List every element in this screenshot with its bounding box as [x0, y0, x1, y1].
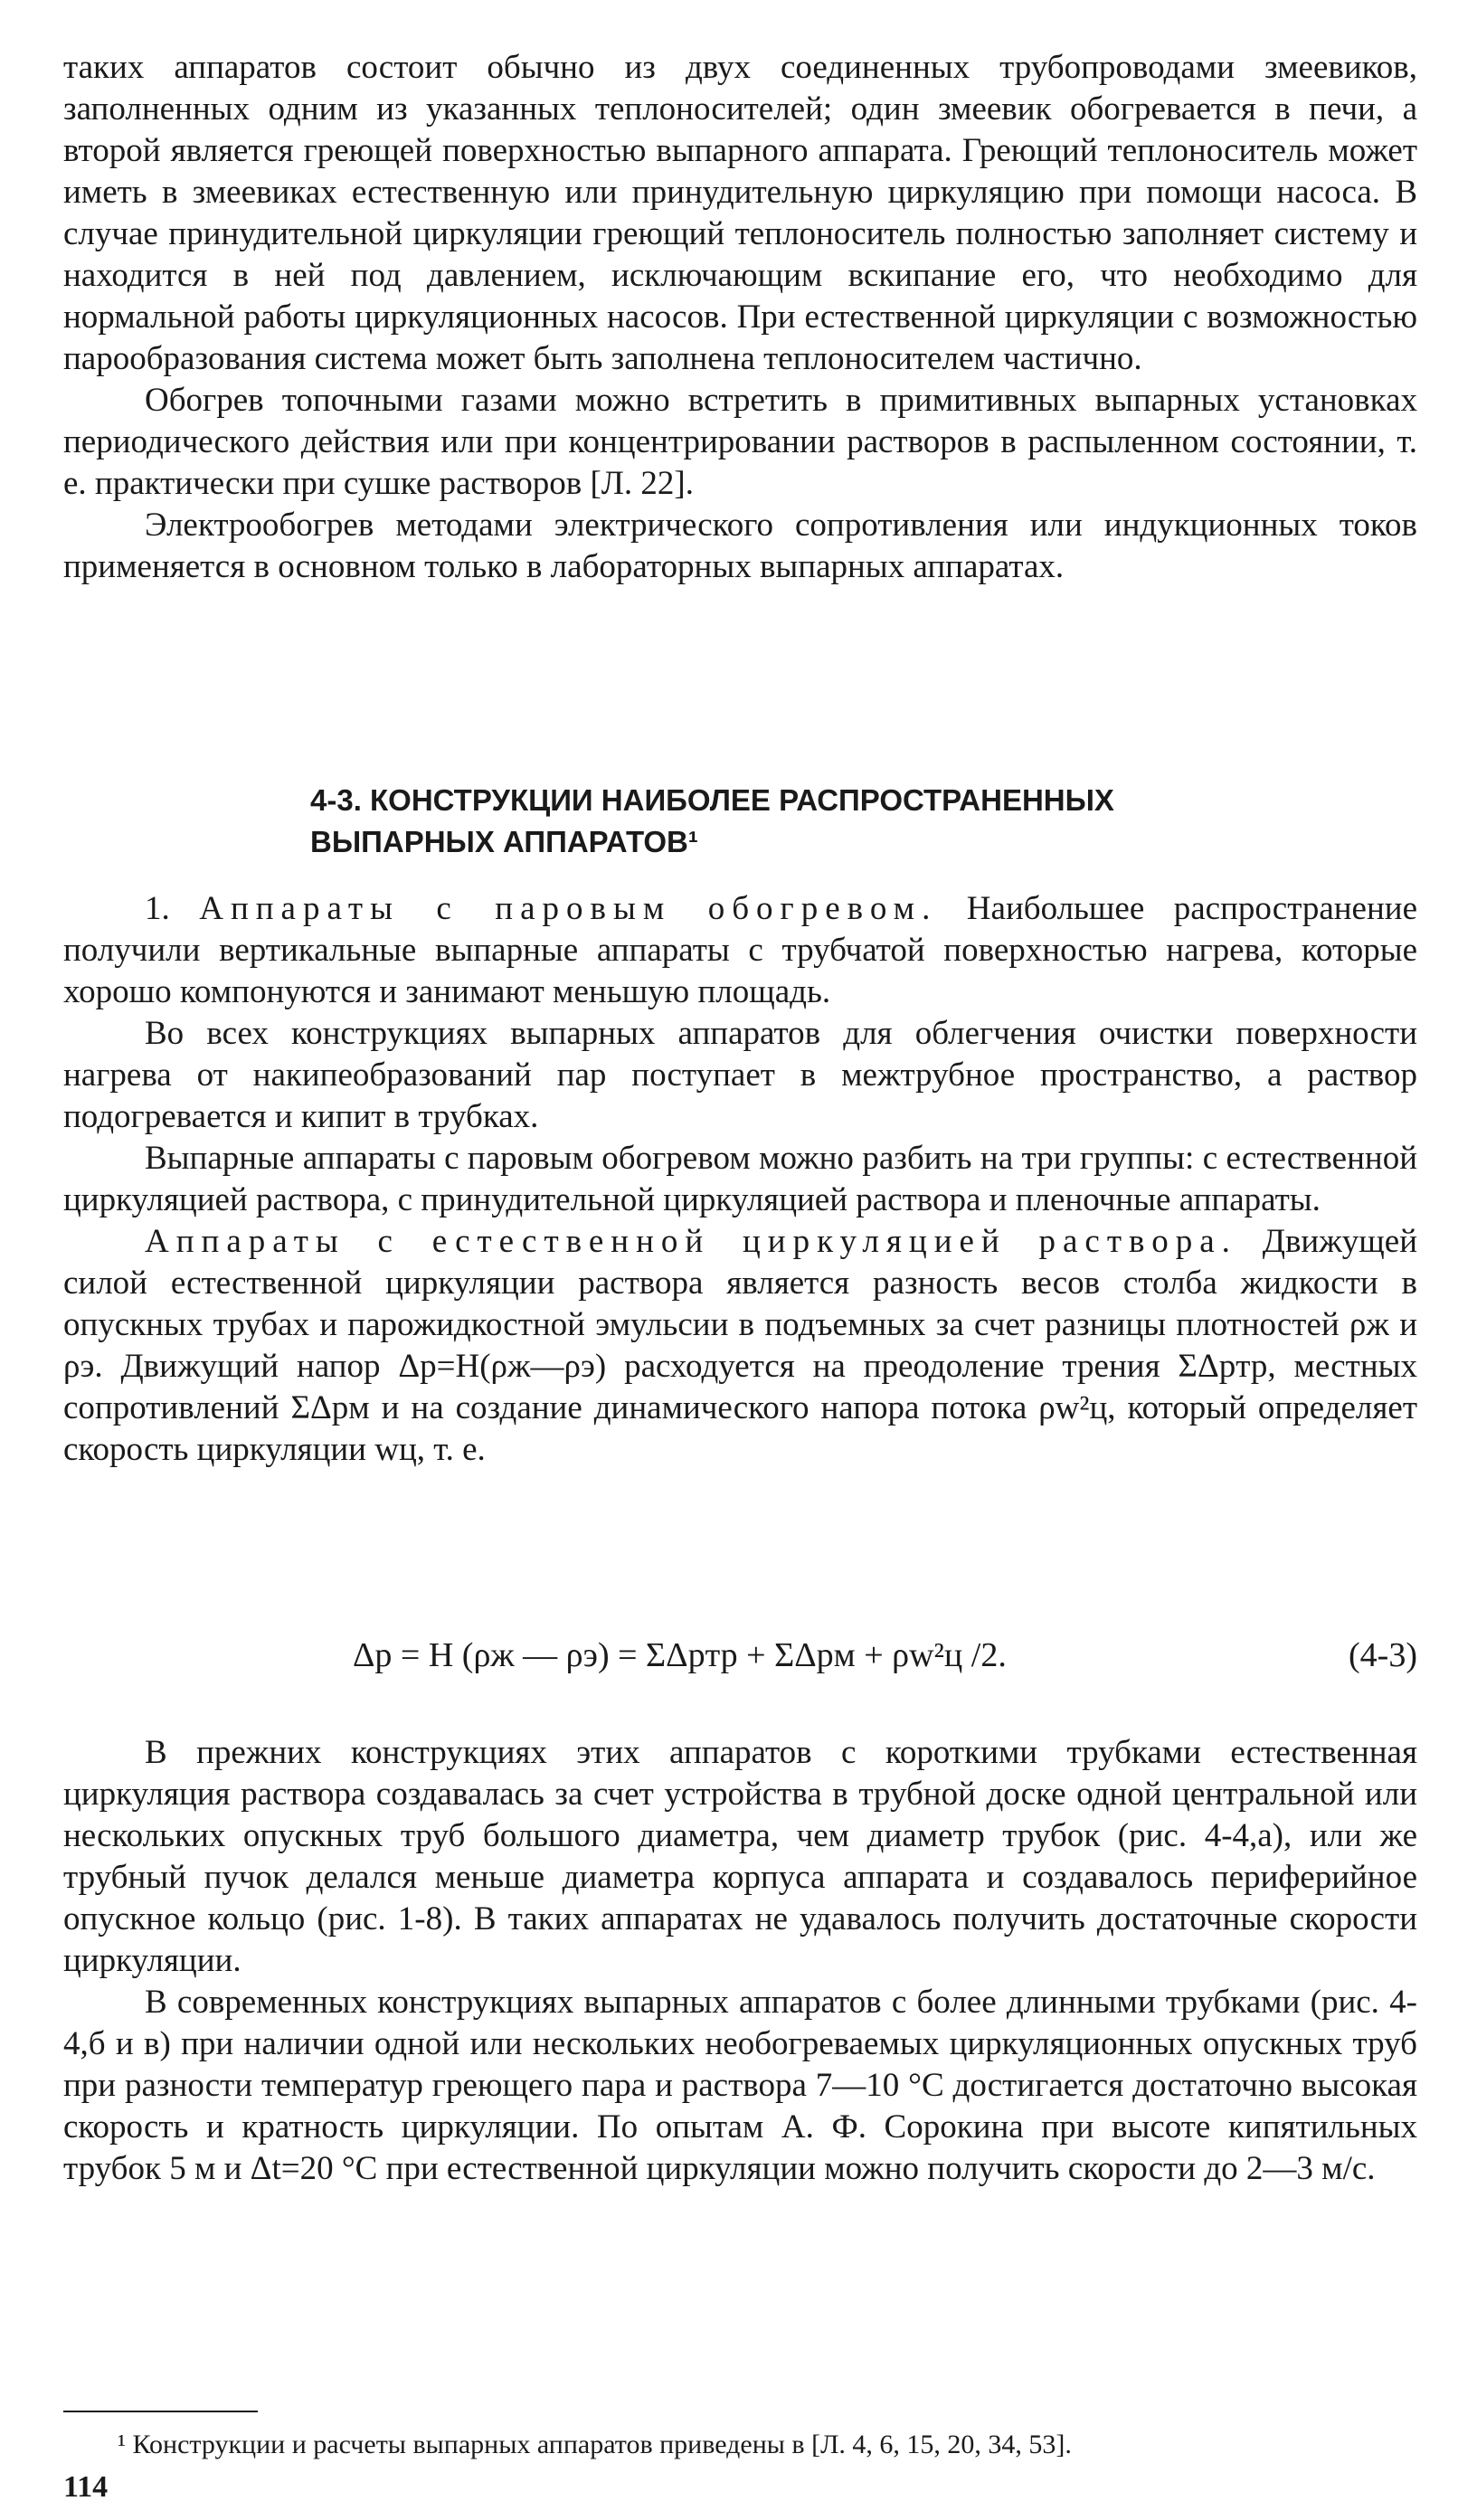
equation-number: (4-3) [1349, 1636, 1417, 1674]
text-block-bottom [63, 1732, 1417, 2190]
item-number: 1. [145, 890, 200, 927]
paragraph-steam-heating-body: Наибольшее распространение получили вертикальные выпарные аппараты с трубчатой поверхностью нагрева, которые хорошо компонуются и занимают меньшую площадь. [63, 890, 1418, 1010]
text-block-top [63, 47, 1417, 588]
paragraph-electric-heating: Электрообогрев методами электрического сопротивления или индукционных токов применяется в основном только в лабораторных выпарных аппаратах. [63, 507, 1417, 585]
footnote: ¹ Конструкции и расчеты выпарных аппаратов приведены в [Л. 4, 6, 15, 20, 34, 53]. [118, 2430, 1072, 2459]
paragraph-heat-carrier: таких аппаратов состоит обычно из двух соединенных трубопроводами змеевиков, заполненных одним из указанных теплоносителей; один змеевик обогревается в печи, а второй является греющей поверхностью выпарного аппарата. Греющий теплоноситель может иметь в змеевиках естественную или принудительную циркуляцию при помощи насоса. В случае принудительной циркуляции греющий теплоноситель полностью заполняет систему и находится в ней под давлением, исключающим вскипание его, что необходимо для нормальной работы циркуляционных насосов. При естественной циркуляции с возможностью парообразования система может быть заполнена теплоносителем частично. [63, 49, 1417, 377]
paragraph-scale-cleaning: Во всех конструкциях выпарных аппаратов для облегчения очистки поверхности нагрева от накипеобразований пар поступает в межтрубное пространство, а раствор подогревается и кипит в трубках. [63, 1015, 1417, 1135]
spaced-subheading: Аппараты с естественной циркуляцией раствора. [145, 1223, 1237, 1260]
paragraph-natural-circulation [63, 1221, 1417, 1471]
page-number: 114 [63, 2470, 109, 2504]
paragraph-old-designs: В прежних конструкциях этих аппаратов с короткими трубками естественная циркуляция раствора создавалась за счет устройства в трубной доске одной центральной или нескольких опускных труб большого диаметра, чем диаметр трубок (рис. 4-4,а), или же трубный пучок делался меньше диаметра корпуса аппарата и создавалось периферийное опускное кольцо (рис. 1-8). В таких аппаратах не удавалось получить достаточные скорости циркуляции. [63, 1734, 1417, 1979]
equation-expression: Δp = H (ρж — ρэ) = ΣΔpтр + ΣΔpм + ρw²ц /2. [353, 1636, 1007, 1674]
spaced-subheading: Аппараты с паровым обогревом. [199, 890, 938, 927]
footnote-divider [63, 2411, 258, 2412]
paragraph-modern-designs: В современных конструкциях выпарных аппаратов с более длинными трубками (рис. 4-4,б и в) при наличии одной или нескольких необогреваемых циркуляционных опускных труб при разности температур греющего пара и раствора 7—10 °C достигается достаточно высокая скорость и кратность циркуляции. По опытам А. Ф. Сорокина при высоте кипятильных трубок 5 м и Δt=20 °C при естественной циркуляции можно получить скорости до 2—3 м/с. [63, 1984, 1417, 2187]
section-heading-line-1: 4-3. КОНСТРУКЦИИ НАИБОЛЕЕ РАСПРОСТРАНЕННЫХ [310, 783, 1114, 817]
paragraph-natural-circulation-body: Движущей силой естественной циркуляции раствора является разность весов столба жидкости в опускных трубах и парожидкостной эмульсии в подъемных за счет разницы плотностей ρж и ρэ. Движущий напор Δp=H(ρж—ρэ) расходуется на преодоление трения ΣΔpтр, местных сопротивлений ΣΔpм и на создание динамического напора потока ρw²ц, который определяет скорость циркуляции wц, т. е. [63, 1223, 1418, 1468]
paragraph-three-groups: Выпарные аппараты с паровым обогревом можно разбить на три группы: с естественной циркуляцией раствора, с принудительной циркуляцией раствора и пленочные аппараты. [63, 1140, 1417, 1218]
section-heading-line-2: ВЫПАРНЫХ АППАРАТОВ¹ [310, 825, 698, 858]
paragraph-steam-heating [63, 888, 1417, 1013]
paragraph-flue-gas: Обогрев топочными газами можно встретить в примитивных выпарных установках периодического действия или при концентрировании растворов в распыленном состоянии, т. е. практически при сушке растворов [Л. 22]. [63, 382, 1417, 502]
text-block-middle [63, 888, 1417, 1471]
section-heading [310, 780, 1350, 863]
equation-4-3 [63, 1628, 1417, 1682]
